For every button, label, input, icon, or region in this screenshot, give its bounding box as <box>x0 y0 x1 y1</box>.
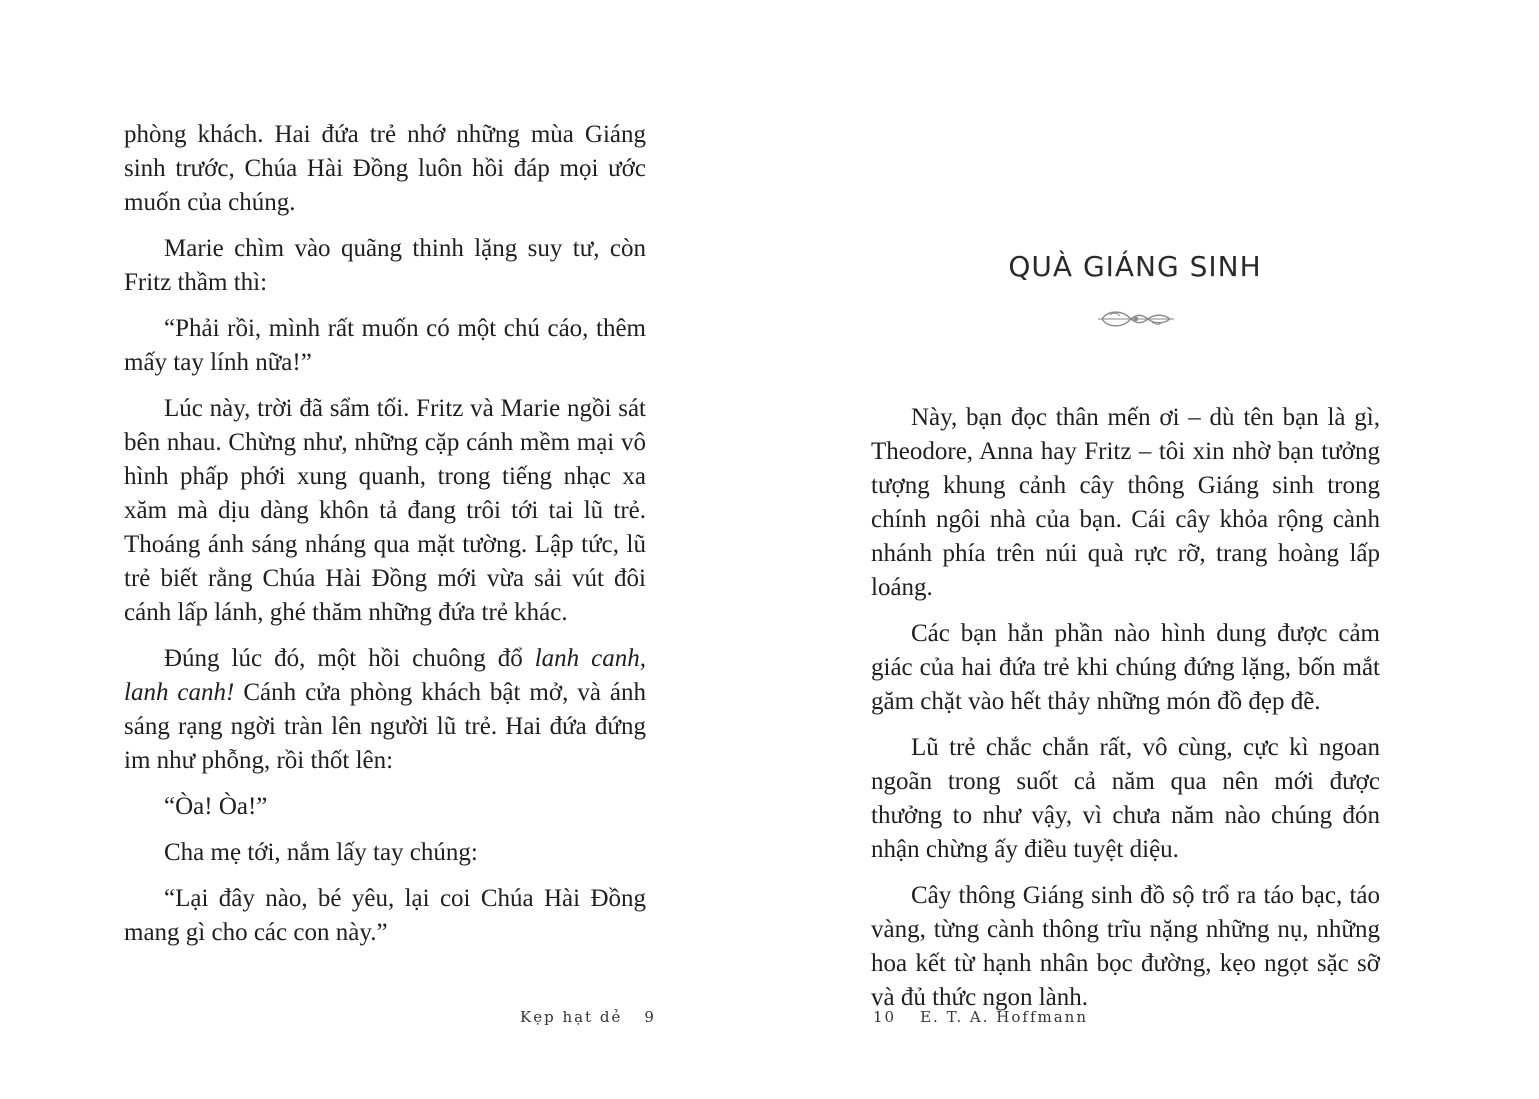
right-page <box>770 0 1539 1099</box>
paragraph-text: Cánh cửa phòng khách bật mở, và ánh sáng rạng ngời tràn lên người lũ trẻ. Hai đứa đứng im như phỗng, rồi thốt lên: <box>124 679 646 774</box>
running-footer-right <box>873 1008 1088 1026</box>
chapter-title: QUÀ GIÁNG SINH <box>1008 250 1262 283</box>
paragraph-text: Đúng lúc đó, một hồi chuông đổ <box>164 645 535 672</box>
book-title: Kẹp hạt dẻ <box>520 1008 623 1026</box>
paragraph: Cây thông Giáng sinh đồ sộ trổ ra táo bạc, táo vàng, từng cành thông trĩu nặng những nụ, những hoa kết từ hạnh nhân bọc đường, kẹo ngọt sặc sỡ và đủ thức ngon lành. <box>871 882 1380 1011</box>
paragraph: phòng khách. Hai đứa trẻ nhớ những mùa Giáng sinh trước, Chúa Hài Đồng luôn hồi đáp mọi ước muốn của chúng. <box>124 121 646 216</box>
paragraph: Cha mẹ tới, nắm lấy tay chúng: <box>164 839 478 866</box>
paragraph: “Phải rồi, mình rất muốn có một chú cáo, thêm mấy tay lính nữa!” <box>124 315 646 376</box>
flourish-ornament-icon <box>1096 304 1176 334</box>
paragraph: Lũ trẻ chắc chắn rất, vô cùng, cực kì ngoan ngoãn trong suốt cả năm qua nên mới được thưởng to như vậy, vì chưa năm nào chúng đón nhận chừng ấy điều tuyệt diệu. <box>871 734 1380 863</box>
paragraph: Lúc này, trời đã sẩm tối. Fritz và Marie ngồi sát bên nhau. Chừng như, những cặp cánh mềm mại vô hình phấp phới xung quanh, trong tiếng nhạc xa xăm mà dịu dàng khôn tả đang trôi tới tai lũ trẻ. Thoáng ánh sáng nháng qua mặt tường. Lập tức, lũ trẻ biết rằng Chúa Hài Đồng mới vừa sải vút đôi cánh lấp lánh, ghé thăm những đứa trẻ khác. <box>124 395 646 626</box>
paragraph: “Òa! Òa!” <box>164 793 268 820</box>
author-name: E. T. A. Hoffmann <box>920 1008 1088 1026</box>
left-page-text <box>124 118 646 962</box>
page-number: 10 <box>873 1008 897 1026</box>
right-page-text <box>871 401 1380 1027</box>
running-footer-left <box>520 1008 656 1026</box>
paragraph: Các bạn hẳn phần nào hình dung được cảm giác của hai đứa trẻ khi chúng đứng lặng, bốn mắt găm chặt vào hết thảy những món đồ đẹp đẽ. <box>871 620 1380 715</box>
italic-phrase: lanh canh, lanh canh! <box>124 645 647 706</box>
page-number: 9 <box>644 1008 656 1026</box>
paragraph: “Lại đây nào, bé yêu, lại coi Chúa Hài Đồng mang gì cho các con này.” <box>124 885 646 946</box>
paragraph: Này, bạn đọc thân mến ơi – dù tên bạn là gì, Theodore, Anna hay Fritz – tôi xin nhờ bạn tưởng tượng khung cảnh cây thông Giáng sinh trong chính ngôi nhà của bạn. Cái cây khỏa rộng cành nhánh phía trên núi quà rực rỡ, trang hoàng lấp loáng. <box>871 404 1380 601</box>
paragraph <box>124 642 646 778</box>
paragraph: Marie chìm vào quãng thinh lặng suy tư, còn Fritz thầm thì: <box>124 235 646 296</box>
